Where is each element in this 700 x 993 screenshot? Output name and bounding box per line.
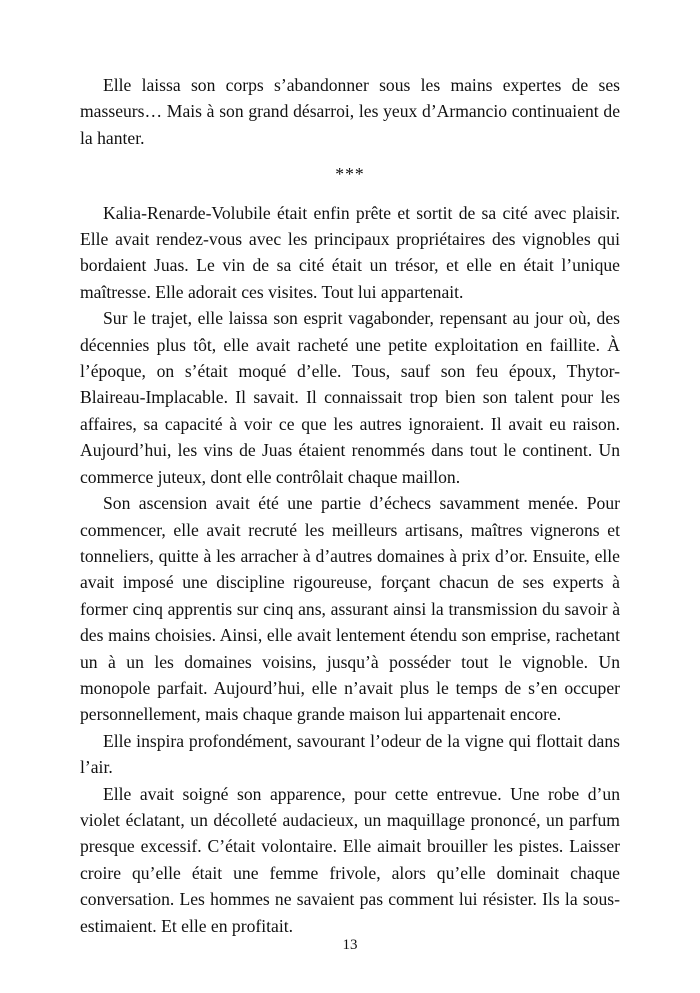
page-number: 13 [342, 937, 358, 953]
paragraph-2: Kalia-Renarde-Volubile était enfin prête et sortit de sa cité avec plaisir. Elle avait rendez-vous avec les principaux propriétaires des vignobles qui bordaient Juas. Le vin de sa cité était un trésor, et elle en était l’unique maîtresse. Elle adorait ces visites. Tout lui appartenait. [80, 202, 620, 302]
paragraph-5: Elle inspira profondément, savourant l’odeur de la vigne qui flottait dans l’air. [80, 730, 620, 778]
paragraph-3: Sur le trajet, elle laissa son esprit vagabonder, repensant au jour où, des décennies plus tôt, elle avait racheté une petite exploitation en faillite. À l’époque, on s’était moqué d’elle. Tous, sauf son feu époux, Thytor-Blaireau-Implacable. Il savait. Il connaissait trop bien son talent pour les affaires, sa capacité à voir ce que les autres ignoraient. Il avait eu raison. Aujourd’hui, les vins de Juas étaient renommés dans tout le continent. Un commerce juteux, dont elle contrôlait chaque maillon. [80, 308, 620, 487]
section-break: *** [335, 164, 365, 185]
paragraph-4: Son ascension avait été une partie d’échecs savamment menée. Pour commencer, elle avait recruté les meilleurs artisans, maîtres vignerons et tonneliers, quitte à les arracher à d’autres domaines à prix d’or. Ensuite, elle avait imposé une discipline rigoureuse, forçant chacun de ses experts à former cinq apprentis sur cinq ans, assurant ainsi la transmission du savoir à des mains choisies. Ainsi, elle avait lentement étendu son emprise, rachetant un à un les domaines voisins, jusqu’à posséder tout le vignoble. Un monopole parfait. Aujourd’hui, elle n’avait plus le temps de s’en occuper personnellement, mais chaque grande maison lui appartenait encore. [80, 493, 620, 725]
page-body [80, 72, 620, 939]
paragraph-6: Elle avait soigné son apparence, pour cette entrevue. Une robe d’un violet éclatant, un décolleté audacieux, un maquillage prononcé, un parfum presque excessif. C’était volontaire. Elle aimait brouiller les pistes. Laisser croire qu’elle était une femme frivole, alors qu’elle dominait chaque conversation. Les hommes ne savaient pas comment lui résister. Ils la sous-estimaient. Et elle en profitait. [80, 783, 620, 936]
paragraph-1: Elle laissa son corps s’abandonner sous les mains expertes de ses masseurs… Mais à son grand désarroi, les yeux d’Armancio continuaient de la hanter. [80, 75, 620, 148]
